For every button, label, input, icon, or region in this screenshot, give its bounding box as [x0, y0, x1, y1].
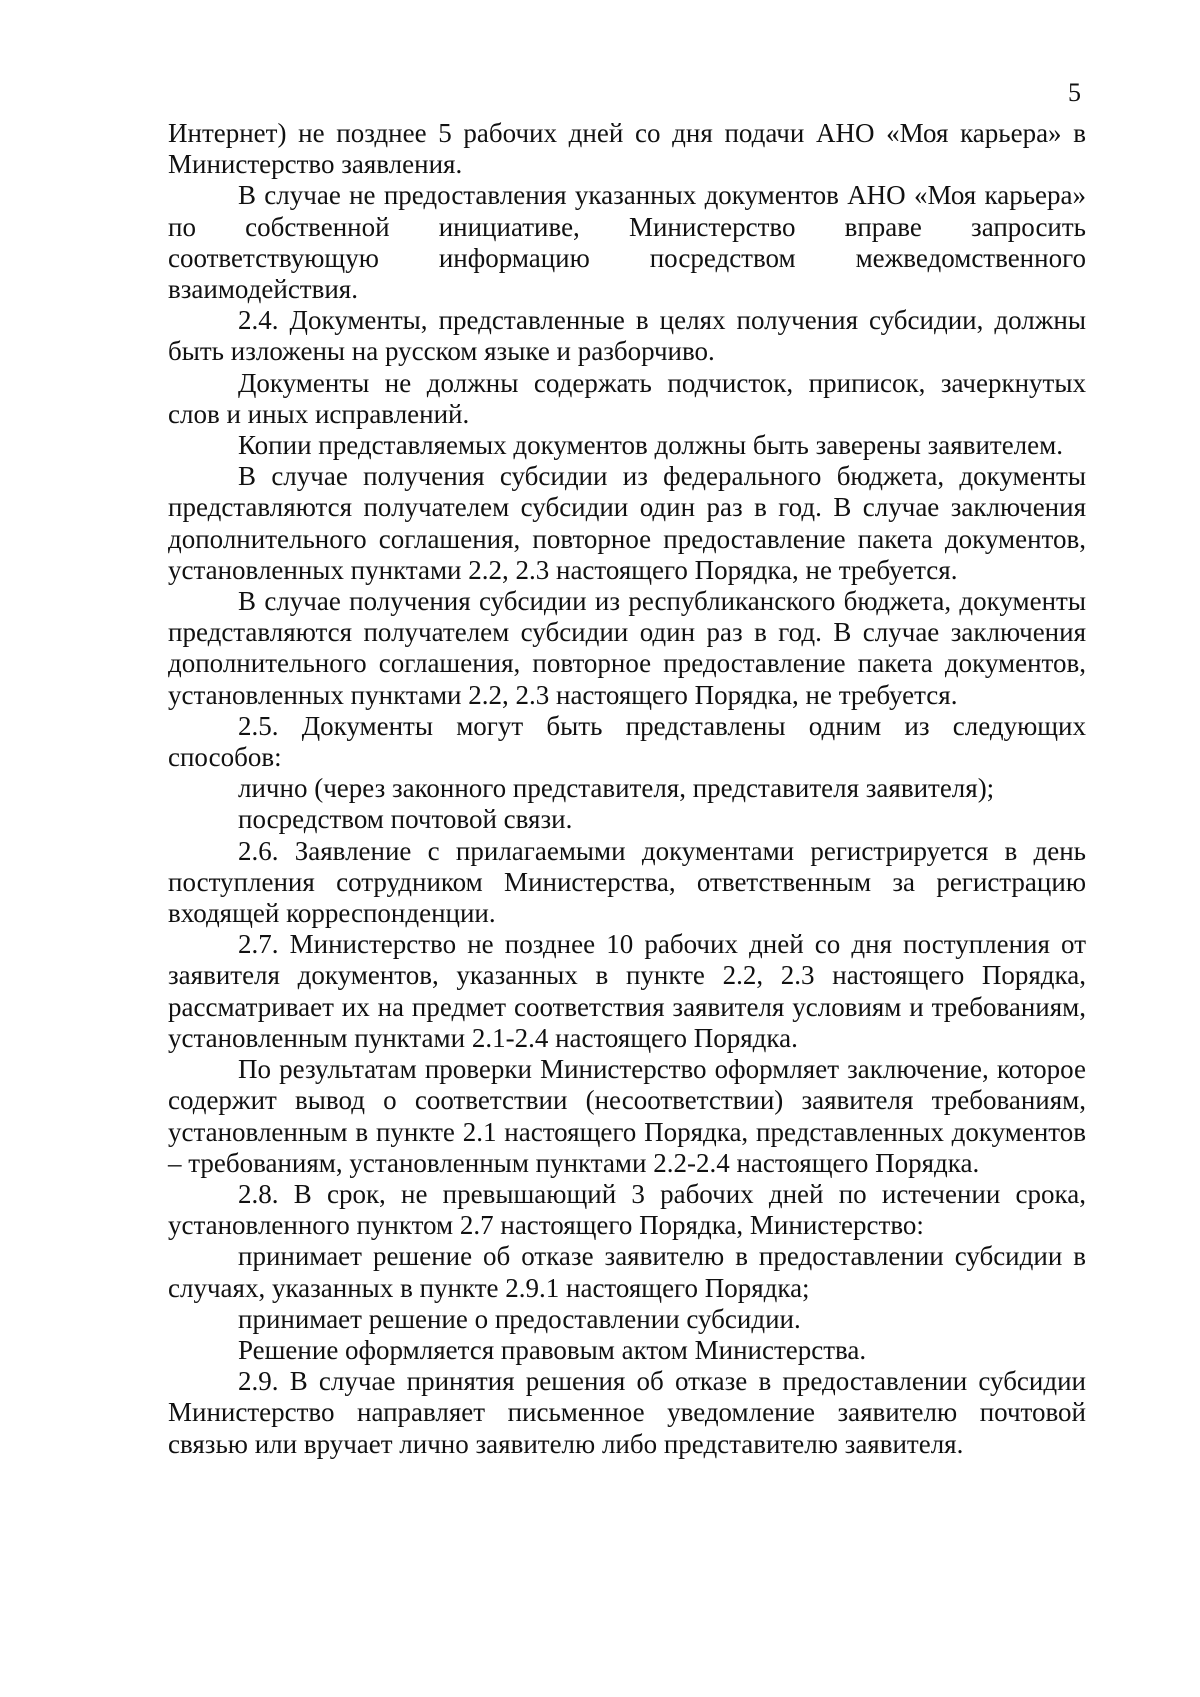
list-item: лично (через законного представителя, представителя заявителя); — [238, 773, 995, 804]
paragraph-2-8: 2.8. В срок, не превышающий 3 рабочих дней по истечении срока, установленного пунктом 2.7 настоящего Порядка, Министерство: — [168, 1178, 1086, 1241]
paragraph: Документы не должны содержать подчисток, приписок, зачеркнутых слов и иных исправлений. — [168, 367, 1086, 429]
paragraph: В случае получения субсидии из федерального бюджета, документы представляются получателем субсидии один раз в год. В случае заключения дополнительного соглашения, повторное предоставление пакета документов, установленных пунктами 2.2, 2.3 настоящего Порядка, не требуется. — [168, 461, 1086, 585]
document-body — [168, 118, 1086, 1460]
paragraph: В случае не предоставления указанных документов АНО «Моя карьера» по собственной инициативе, Министерство вправе запросить соответствующую информацию посредством межведомственного взаимодействия. — [168, 180, 1086, 305]
page-number: 5 — [1068, 78, 1081, 107]
list-item: принимает решение о предоставлении субсидии. — [238, 1303, 801, 1334]
paragraph-2-7: 2.7. Министерство не позднее 10 рабочих дней со дня поступления от заявителя документов, указанных в пункте 2.2, 2.3 настоящего Порядка, рассматривает их на предмет соответствия заявителя условиям и требованиям, установленным пунктами 2.1-2.4 настоящего Порядка. — [168, 929, 1086, 1053]
paragraph: Решение оформляется правовым актом Министерства. — [238, 1334, 867, 1365]
paragraph-2-9: 2.9. В случае принятия решения об отказе в предоставлении субсидии Министерство направляет письменное уведомление заявителю почтовой связью или вручает лично заявителю либо представителю заявителя. — [168, 1366, 1086, 1459]
list-item: посредством почтовой связи. — [238, 804, 573, 835]
paragraph: В случае получения субсидии из республиканского бюджета, документы представляются получателем субсидии один раз в год. В случае заключения дополнительного соглашения, повторное предоставление пакета документов, установленных пунктами 2.2, 2.3 настоящего Порядка, не требуется. — [168, 586, 1086, 710]
paragraph: Копии представляемых документов должны быть заверены заявителем. — [238, 430, 1063, 461]
paragraph-continuation: Интернет) не позднее 5 рабочих дней со дня подачи АНО «Моя карьера» в Министерство заявления. — [168, 118, 1086, 180]
list-item: принимает решение об отказе заявителю в предоставлении субсидии в случаях, указанных в пункте 2.9.1 настоящего Порядка; — [168, 1241, 1086, 1303]
paragraph-2-4: 2.4. Документы, представленные в целях получения субсидии, должны быть изложены на русском языке и разборчиво. — [168, 305, 1086, 367]
paragraph-2-6: 2.6. Заявление с прилагаемыми документами регистрируется в день поступления сотрудником Министерства, ответственным за регистрацию входящей корреспонденции. — [168, 835, 1086, 929]
paragraph-2-5: 2.5. Документы могут быть представлены одним из следующих способов: — [168, 710, 1086, 773]
paragraph: По результатам проверки Министерство оформляет заключение, которое содержит вывод о соответствии (несоответствии) заявителя требованиям, установленным в пункте 2.1 настоящего Порядка, представленных документов – требованиям, установленным пунктами 2.2-2.4 настоящего Порядка. — [168, 1054, 1086, 1178]
